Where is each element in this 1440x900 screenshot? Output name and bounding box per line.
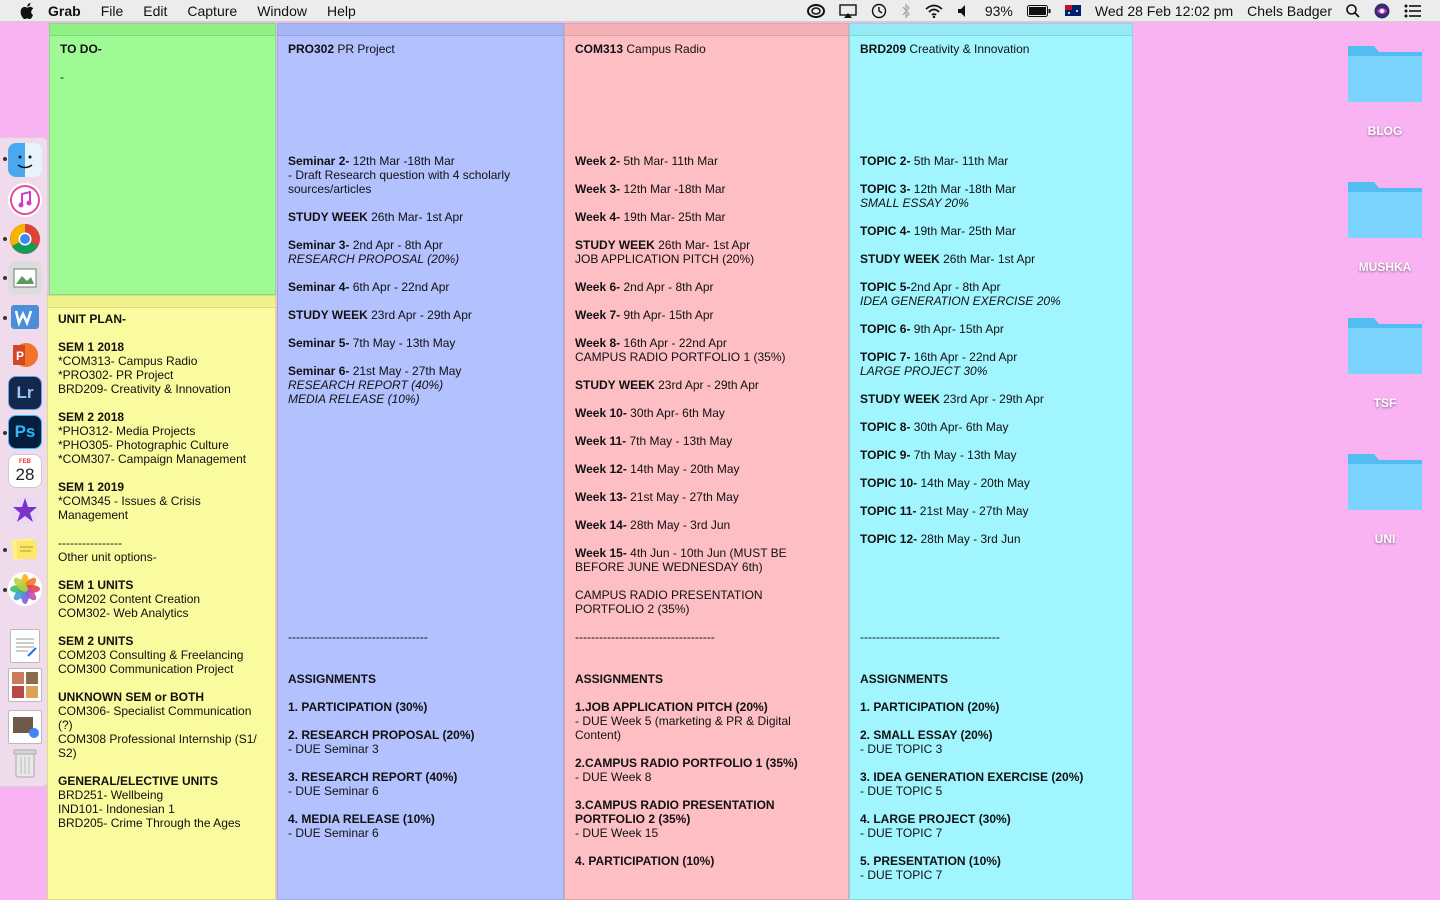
entry-dates: 21st May - 27th May	[916, 504, 1029, 518]
entry-label: Week 7-	[575, 308, 621, 322]
finder-icon[interactable]	[8, 143, 42, 177]
entry-task: SMALL ESSAY 20%	[860, 196, 969, 210]
entry-label: Seminar 5-	[288, 336, 350, 350]
photoshop-label: Ps	[14, 422, 36, 441]
topic-entry	[860, 392, 1124, 406]
entry-dates: 6th Apr - 22nd Apr	[349, 280, 450, 294]
topic-entry	[860, 532, 1124, 546]
entry-dates: 7th May - 13th May	[910, 448, 1017, 462]
study-week-2-entry	[288, 308, 555, 322]
block-line: COM300 Communication Project	[58, 662, 234, 676]
entry-dates: 2nd Apr - 8th Apr	[349, 238, 443, 252]
folder-uni[interactable]	[1344, 448, 1424, 546]
assignment-title: 2. RESEARCH PROPOSAL (20%)	[288, 728, 475, 742]
week-entry	[575, 210, 840, 224]
chrome-icon[interactable]	[8, 222, 42, 256]
running-indicator	[3, 157, 7, 161]
entry-label: Week 11-	[575, 434, 627, 448]
running-indicator	[3, 431, 7, 435]
entry-dates: 26th Mar- 1st Apr	[939, 252, 1036, 266]
note-title-bar[interactable]	[48, 296, 275, 308]
assignment-item	[575, 756, 840, 784]
entry-label: STUDY WEEK	[575, 378, 655, 392]
entry-dates: 5th Mar- 11th Mar	[620, 154, 718, 168]
block-line: S2)	[58, 746, 77, 760]
lightroom-icon[interactable]	[8, 376, 42, 410]
entry-task: LARGE PROJECT 30%	[860, 364, 988, 378]
entry-dates: 16th Apr - 22nd Apr	[620, 336, 727, 350]
assignment-title: 1.JOB APPLICATION PITCH (20%)	[575, 700, 768, 714]
airplay-icon[interactable]	[839, 4, 857, 18]
block-line: COM202 Content Creation	[58, 592, 201, 606]
sem1-units-block	[58, 578, 267, 620]
entry-task: IDEA GENERATION EXERCISE 20%	[860, 294, 1061, 308]
com313-title	[575, 42, 840, 56]
australia-flag-icon[interactable]	[1065, 5, 1081, 16]
course-name: Campus Radio	[623, 42, 706, 56]
assignment-due: - DUE TOPIC 5	[860, 784, 943, 798]
entry-dates: 30th Apr- 6th May	[626, 406, 725, 420]
topic-entry	[860, 182, 1124, 210]
spotlight-search-icon[interactable]	[1346, 4, 1360, 18]
brd209-title	[860, 42, 1124, 56]
brd209-note[interactable]	[849, 23, 1133, 900]
entry-task: JOB APPLICATION PITCH (20%)	[575, 252, 755, 266]
seminar-4-entry	[288, 280, 555, 294]
assignment-due: Content)	[575, 728, 622, 742]
menu-help[interactable]: Help	[326, 2, 356, 19]
entry-label: Week 8-	[575, 336, 621, 350]
lightroom-label: Lr	[16, 383, 34, 402]
divider-line: -----------------------------------	[860, 630, 1000, 644]
topic-entry	[860, 280, 1124, 308]
photoshop-icon[interactable]	[8, 415, 42, 449]
week-entry	[575, 546, 840, 574]
assignment-item: 1. PARTICIPATION (30%)	[288, 700, 428, 714]
entry-label: Week 6-	[575, 280, 621, 294]
unit-plan-body[interactable]	[58, 312, 267, 830]
entry-label: TOPIC 4-	[860, 224, 911, 238]
note-title-bar[interactable]	[565, 24, 848, 36]
divider-line: -----------------------------------	[575, 630, 715, 644]
week-entry	[575, 490, 840, 504]
topic-entry	[860, 476, 1124, 490]
note-title-bar[interactable]	[278, 24, 563, 36]
trash-icon[interactable]	[8, 746, 42, 780]
folder-tsf[interactable]	[1344, 312, 1424, 410]
com313-body[interactable]	[575, 42, 840, 868]
block-line: IND101- Indonesian 1	[58, 802, 175, 816]
powerpoint-icon[interactable]	[8, 338, 42, 372]
week-entry	[575, 182, 840, 196]
assignment-item	[575, 700, 840, 742]
block-heading: GENERAL/ELECTIVE UNITS	[58, 774, 219, 788]
entry-label: Week 12-	[575, 462, 627, 476]
course-code: COM313	[575, 42, 624, 56]
assignment-title: 3. RESEARCH REPORT (40%)	[288, 770, 458, 784]
assignment-title: 2. SMALL ESSAY (20%)	[860, 728, 993, 742]
divider-line: ----------------	[58, 536, 122, 550]
brd209-body[interactable]	[860, 42, 1124, 882]
block-line: *PHO312- Media Projects	[58, 424, 196, 438]
block-line: *PRO302- PR Project	[58, 368, 174, 382]
battery-percent[interactable]: 93%	[984, 2, 1013, 19]
week-entry	[575, 434, 840, 448]
svg-text:P: P	[16, 349, 25, 363]
entry-label: Seminar 6-	[288, 364, 350, 378]
entry-label: TOPIC 12-	[860, 532, 918, 546]
entry-label: Seminar 3-	[288, 238, 350, 252]
block-line: *COM307- Campaign Management	[58, 452, 247, 466]
assignment-due: - DUE TOPIC 3	[860, 742, 943, 756]
divider-line: -----------------------------------	[288, 630, 428, 644]
entry-task: BEFORE JUNE WEDNESDAY 6th)	[575, 560, 763, 574]
entry-dates: 12th Mar -18th Mar	[349, 154, 455, 168]
entry-label: TOPIC 11-	[860, 504, 917, 518]
course-code: PRO302	[288, 42, 335, 56]
week-entry	[575, 462, 840, 476]
entry-label: Week 2-	[575, 154, 621, 168]
assignment-item	[860, 812, 1124, 840]
block-line: *PHO305- Photographic Culture	[58, 438, 229, 452]
block-line: *COM345 - Issues & Crisis	[58, 494, 201, 508]
entry-label: Seminar 4-	[288, 280, 350, 294]
todo-line: -	[60, 70, 64, 84]
folder-blog[interactable]	[1344, 40, 1424, 138]
itunes-icon[interactable]	[8, 183, 42, 217]
menu-window[interactable]: Window	[257, 2, 307, 19]
entry-dates: 12th Mar -18th Mar	[910, 182, 1016, 196]
week-entry	[575, 238, 840, 266]
dock	[0, 137, 48, 787]
menu-app-name[interactable]: Grab	[48, 2, 81, 19]
pro302-body[interactable]	[288, 42, 555, 840]
unit-plan-note[interactable]	[47, 295, 276, 900]
note-title-bar[interactable]	[50, 24, 275, 36]
week-entry	[575, 280, 840, 294]
entry-label: TOPIC 9-	[860, 448, 911, 462]
assignment-item: 4. PARTICIPATION (10%)	[575, 854, 715, 868]
block-heading: SEM 1 2019	[58, 480, 125, 494]
block-line: COM203 Consulting & Freelancing	[58, 648, 244, 662]
apple-menu-icon[interactable]	[20, 3, 34, 19]
calendar-month: FEB	[19, 458, 31, 465]
entry-label: STUDY WEEK	[288, 210, 368, 224]
calendar-icon[interactable]	[8, 454, 42, 488]
entry-dates: 2nd Apr - 8th Apr	[620, 280, 714, 294]
entry-dates: 28th May - 3rd Jun	[917, 532, 1021, 546]
entry-label: Week 14-	[575, 518, 627, 532]
entry-label: TOPIC 2-	[860, 154, 911, 168]
entry-label: TOPIC 7-	[860, 350, 911, 364]
seminar-5-entry	[288, 336, 555, 350]
topic-entry	[860, 448, 1124, 462]
entry-label: TOPIC 8-	[860, 420, 911, 434]
entry-dates: 23rd Apr - 29th Apr	[654, 378, 759, 392]
bluetooth-icon[interactable]	[901, 3, 911, 19]
assignments-heading: ASSIGNMENTS	[860, 672, 949, 686]
todo-note[interactable]	[49, 23, 276, 295]
entry-task: RESEARCH REPORT (40%)	[288, 378, 444, 392]
sem1-2018-block	[58, 340, 267, 396]
entry-label: STUDY WEEK	[288, 308, 368, 322]
entry-label: Seminar 2-	[288, 154, 350, 168]
topic-entry	[860, 350, 1124, 378]
note-title-bar[interactable]	[850, 24, 1132, 36]
entry-dates: 4th Jun - 10th Jun (MUST BE	[626, 546, 787, 560]
entry-note: sources/articles	[288, 182, 372, 196]
week-entry	[575, 336, 840, 364]
folder-icon	[1346, 176, 1424, 240]
pro302-note[interactable]	[277, 23, 564, 900]
com313-note[interactable]	[564, 23, 849, 900]
seminar-2-entry	[288, 154, 555, 196]
assignment-title: 3. IDEA GENERATION EXERCISE (20%)	[860, 770, 1084, 784]
menu-bar	[0, 0, 1440, 22]
topic-entry	[860, 154, 1124, 168]
entry-label: Week 13-	[575, 490, 627, 504]
week-entry	[575, 154, 840, 168]
entry-dates: 14th May - 20th May	[917, 476, 1030, 490]
assignment-item	[288, 770, 555, 798]
block-line: COM302- Web Analytics	[58, 606, 189, 620]
entry-dates: 5th Mar- 11th Mar	[910, 154, 1009, 168]
preview-icon[interactable]	[8, 261, 42, 295]
assignments-heading: ASSIGNMENTS	[575, 672, 664, 686]
entry-dates: 7th May - 13th May	[626, 434, 733, 448]
folder-mushka[interactable]	[1344, 176, 1424, 274]
week-entry	[575, 308, 840, 322]
assignment-due: - DUE Week 15	[575, 826, 659, 840]
assignment-item: 1. PARTICIPATION (20%)	[860, 700, 1000, 714]
week-entry	[575, 518, 840, 532]
entry-label: TOPIC 5-	[860, 280, 911, 294]
study-week-1-entry	[288, 210, 555, 224]
running-indicator	[3, 548, 7, 552]
entry-dates: 19th Mar- 25th Mar	[620, 210, 726, 224]
running-indicator	[3, 588, 7, 592]
course-code: BRD209	[860, 42, 907, 56]
block-line: BRD209- Creativity & Innovation	[58, 382, 231, 396]
running-indicator	[3, 237, 7, 241]
block-heading: UNKNOWN SEM or BOTH	[58, 690, 204, 704]
entry-dates: 30th Apr- 6th May	[910, 420, 1009, 434]
topic-entry	[860, 322, 1124, 336]
folder-label: TSF	[1373, 396, 1397, 410]
stickies-icon[interactable]	[8, 532, 42, 566]
creative-cloud-icon[interactable]	[807, 4, 825, 18]
assignment-due: - DUE Seminar 6	[288, 784, 379, 798]
assignment-title: 4. LARGE PROJECT (30%)	[860, 812, 1011, 826]
entry-dates: 16th Apr - 22nd Apr	[910, 350, 1018, 364]
entry-dates: 23rd Apr - 29th Apr	[939, 392, 1044, 406]
entry-label: TOPIC 6-	[860, 322, 911, 336]
block-line: BRD205- Crime Through the Ages	[58, 816, 241, 830]
block-heading: SEM 1 UNITS	[58, 578, 134, 592]
entry-note: - Draft Research question with 4 scholarly	[288, 168, 511, 182]
assignment-title: 4. MEDIA RELEASE (10%)	[288, 812, 435, 826]
pro302-title	[288, 42, 555, 56]
assignment-due: - DUE Seminar 6	[288, 826, 379, 840]
notification-center-icon[interactable]	[1404, 4, 1422, 18]
folder-icon	[1346, 40, 1424, 104]
assignment-item	[860, 854, 1124, 882]
assignment-due: - DUE TOPIC 7	[860, 826, 943, 840]
word-icon[interactable]	[8, 300, 42, 334]
assignment-due: - DUE Seminar 3	[288, 742, 379, 756]
seminar-6-entry	[288, 364, 555, 406]
topic-entry	[860, 224, 1124, 238]
assignment-title: 5. PRESENTATION (10%)	[860, 854, 1001, 868]
block-line: Management	[58, 508, 129, 522]
assignments-heading: ASSIGNMENTS	[288, 672, 377, 686]
entry-label: Week 10-	[575, 406, 627, 420]
entry-dates: 14th May - 20th May	[626, 462, 740, 476]
entry-task: MEDIA RELEASE (10%)	[288, 392, 420, 406]
assignment-item	[860, 770, 1124, 798]
block-line: *COM313- Campus Radio	[58, 354, 198, 368]
folder-label: UNI	[1374, 532, 1396, 546]
entry-label: STUDY WEEK	[860, 252, 940, 266]
running-indicator	[3, 316, 7, 320]
assignment-item	[575, 798, 840, 840]
photos-icon[interactable]	[8, 572, 42, 606]
textedit-icon[interactable]	[10, 629, 40, 663]
assignment-due: - DUE TOPIC 7	[860, 868, 943, 882]
sem1-2019-block	[58, 480, 267, 522]
assignment-due: - DUE Week 8	[575, 770, 652, 784]
course-name: PR Project	[334, 42, 395, 56]
entry-label: STUDY WEEK	[860, 392, 940, 406]
imovie-icon[interactable]	[8, 493, 42, 527]
sem2-units-block	[58, 634, 267, 676]
assignment-title: PORTFOLIO 2 (35%)	[575, 812, 691, 826]
unknown-sem-block	[58, 690, 267, 760]
block-line: BRD251- Wellbeing	[58, 788, 164, 802]
photo-booth-icon[interactable]	[8, 668, 42, 702]
week-entry	[575, 406, 840, 420]
entry-label: STUDY WEEK	[575, 238, 655, 252]
entry-dates: 2nd Apr - 8th Apr	[910, 280, 1001, 294]
assignment-due: - DUE Week 5 (marketing & PR & Digital	[575, 714, 791, 728]
assignment-item	[860, 728, 1124, 756]
assignment-item	[288, 812, 555, 840]
entry-label: Week 4-	[575, 210, 621, 224]
volume-icon[interactable]	[957, 4, 971, 18]
entry-dates: 12th Mar -18th Mar	[620, 182, 726, 196]
entry-task: CAMPUS RADIO PORTFOLIO 1 (35%)	[575, 350, 786, 364]
other-options-label: Other unit options-	[58, 550, 157, 564]
entry-task: PORTFOLIO 2 (35%)	[575, 602, 690, 616]
entry-dates: 19th Mar- 25th Mar	[910, 224, 1016, 238]
block-heading: SEM 2 UNITS	[58, 634, 134, 648]
todo-body[interactable]	[60, 42, 267, 84]
menu-capture[interactable]: Capture	[187, 2, 238, 19]
assignment-item	[288, 728, 555, 756]
entry-dates: 26th Mar- 1st Apr	[367, 210, 464, 224]
sem2-2018-block	[58, 410, 267, 466]
topic-entry	[860, 504, 1124, 518]
block-line: COM306- Specialist Communication	[58, 704, 252, 718]
siri-icon[interactable]	[1374, 3, 1390, 19]
block-line: COM308 Professional Internship (S1/	[58, 732, 257, 746]
battery-icon[interactable]	[1027, 5, 1051, 17]
user-name[interactable]: Chels Badger	[1247, 2, 1332, 19]
assignment-title: 2.CAMPUS RADIO PORTFOLIO 1 (35%)	[575, 756, 798, 770]
topic-entry	[860, 252, 1124, 266]
screenshots-icon[interactable]	[8, 710, 42, 744]
presentation-entry	[575, 588, 840, 616]
week-entry	[575, 378, 840, 392]
entry-dates: 21st May - 27th May	[626, 490, 739, 504]
todo-title: TO DO-	[60, 42, 102, 56]
menu-edit[interactable]: Edit	[143, 2, 168, 19]
assignment-title: 3.CAMPUS RADIO PRESENTATION	[575, 798, 775, 812]
time-machine-icon[interactable]	[871, 3, 887, 19]
entry-label: TOPIC 3-	[860, 182, 911, 196]
entry-task: CAMPUS RADIO PRESENTATION	[575, 588, 763, 602]
topic-entry	[860, 420, 1124, 434]
folder-label: MUSHKA	[1358, 260, 1412, 274]
seminar-3-entry	[288, 238, 555, 266]
entry-dates: 26th Mar- 1st Apr	[654, 238, 751, 252]
entry-dates: 21st May - 27th May	[349, 364, 462, 378]
unit-plan-title: UNIT PLAN-	[58, 312, 126, 326]
entry-task: RESEARCH PROPOSAL (20%)	[288, 252, 460, 266]
entry-dates: 9th Apr- 15th Apr	[620, 308, 714, 322]
menu-file[interactable]: File	[100, 2, 124, 19]
entry-dates: 9th Apr- 15th Apr	[910, 322, 1004, 336]
calendar-day: 28	[15, 464, 35, 484]
block-line: (?)	[58, 718, 73, 732]
entry-dates: 7th May - 13th May	[349, 336, 456, 350]
wifi-icon[interactable]	[925, 4, 943, 18]
folder-label: BLOG	[1367, 124, 1403, 138]
entry-label: Week 3-	[575, 182, 621, 196]
running-indicator	[3, 276, 7, 280]
entry-label: Week 15-	[575, 546, 627, 560]
course-name: Creativity & Innovation	[906, 42, 1030, 56]
entry-dates: 28th May - 3rd Jun	[626, 518, 731, 532]
entry-dates: 23rd Apr - 29th Apr	[367, 308, 472, 322]
block-heading: SEM 1 2018	[58, 340, 125, 354]
folder-icon	[1346, 312, 1424, 376]
entry-label: TOPIC 10-	[860, 476, 918, 490]
block-heading: SEM 2 2018	[58, 410, 125, 424]
clock-datetime[interactable]: Wed 28 Feb 12:02 pm	[1094, 2, 1234, 19]
elective-block	[58, 774, 267, 830]
folder-icon	[1346, 448, 1424, 512]
